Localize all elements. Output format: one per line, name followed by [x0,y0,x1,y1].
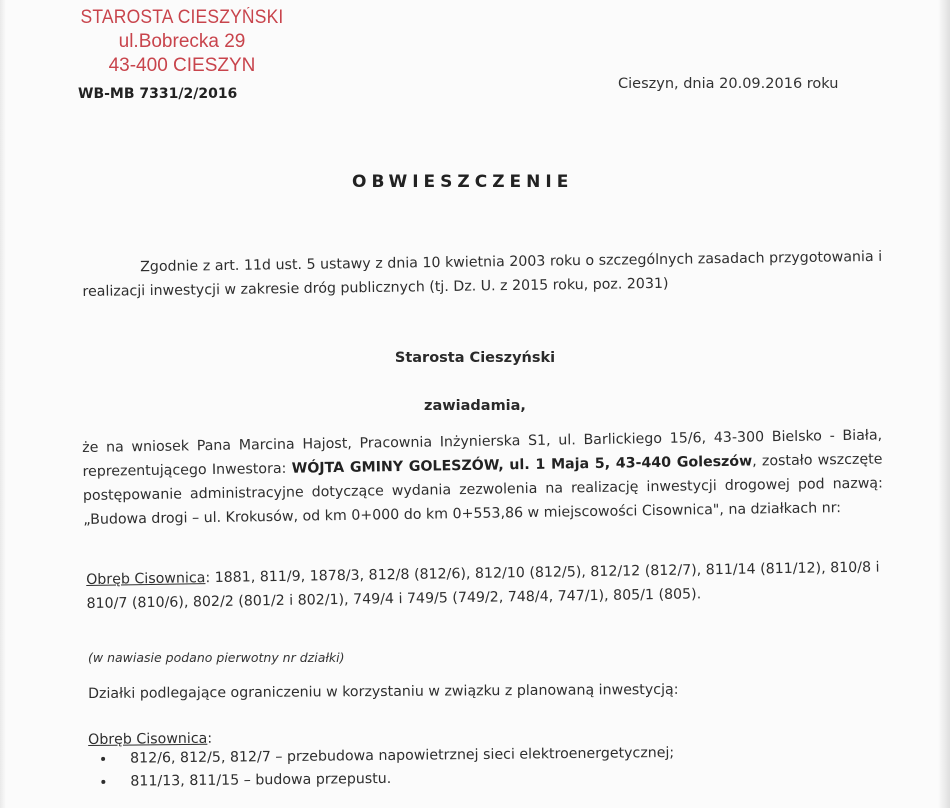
scan-right-edge [938,0,950,808]
legal-basis-paragraph [82,245,883,304]
document-title: OBWIESZCZENIE [352,172,574,192]
office-stamp [62,6,302,78]
stamp-line-street: ul.Bobrecka 29 [118,31,246,52]
notice-text-1: że na wniosek Pana Marcina Hajost, Pracownia Inżynierska S1, ul. Barlickiego 15/6, 43-300 Bielsko - Biała, reprezentującego Inwestora: [82,427,883,480]
notice-text-2: , zostało wszczęte postępowanie administracyjne dotyczące wydania zezwolenia na realizację inwestycji drogowej pod nazwą: „Budowa drogi – ul. Krokusów, od km 0+000 do km 0+553,86 w miejscowości Cisownica", na działkach nr: [82,451,883,528]
document-date: Cieszyn, dnia 20.09.2016 roku [618,76,839,92]
legal-basis-text: Zgodnie z art. 11d ust. 5 ustawy z dnia 10 kwietnia 2003 roku o szczególnych zasadach przygotowania i realizacji inwestycji w zakresie dróg publicznych (tj. Dz. U. z 2015 roku, poz. 2031) [82,248,883,300]
stamp-line-city: 43-400 CIESZYN [108,55,256,76]
stamp-line-office: STAROSTA CIESZYŃSKI [80,7,284,28]
case-reference: WB-MB 7331/2/2016 [78,86,238,102]
authority-name: Starosta Cieszyński [394,350,556,366]
restricted-parcel-list [96,742,675,794]
parcels-list: : 1881, 811/9, 1878/3, 812/8 (812/6), 812/10 (812/5), 812/12 (812/7), 811/14 (811/12), 810/8 i 810/7 (810/6), 802/2 (801/2 i 802/1), 749/4 i 749/5 (749/2, 748/4, 747/1), 805/1 (805). [86,559,880,612]
notice-paragraph [82,423,883,532]
restricted-district-colon: : [207,730,213,747]
restricted-intro: Działki podlegające ograniczeniu w korzystaniu w związku z planowaną inwestycją: [88,681,679,702]
investor-name: WÓJTA GMINY GOLESZÓW, ul. 1 Maja 5, 43-440 Goleszów [291,453,753,477]
parcel-note: (w nawiasie podano pierwotny nr działki) [88,650,345,665]
restricted-district-label: Obręb Cisownica [88,730,208,748]
announces-heading: zawiadamia, [424,398,526,414]
parcels-district-label: Obręb Cisownica [86,570,206,588]
parcels-paragraph [86,555,887,616]
list-item: • 811/13, 811/15 – budowa przepustu. [116,765,674,794]
list-item: • 812/6, 812/5, 812/7 – przebudowa napowietrznej sieci elektroenergetycznej; [116,742,674,771]
